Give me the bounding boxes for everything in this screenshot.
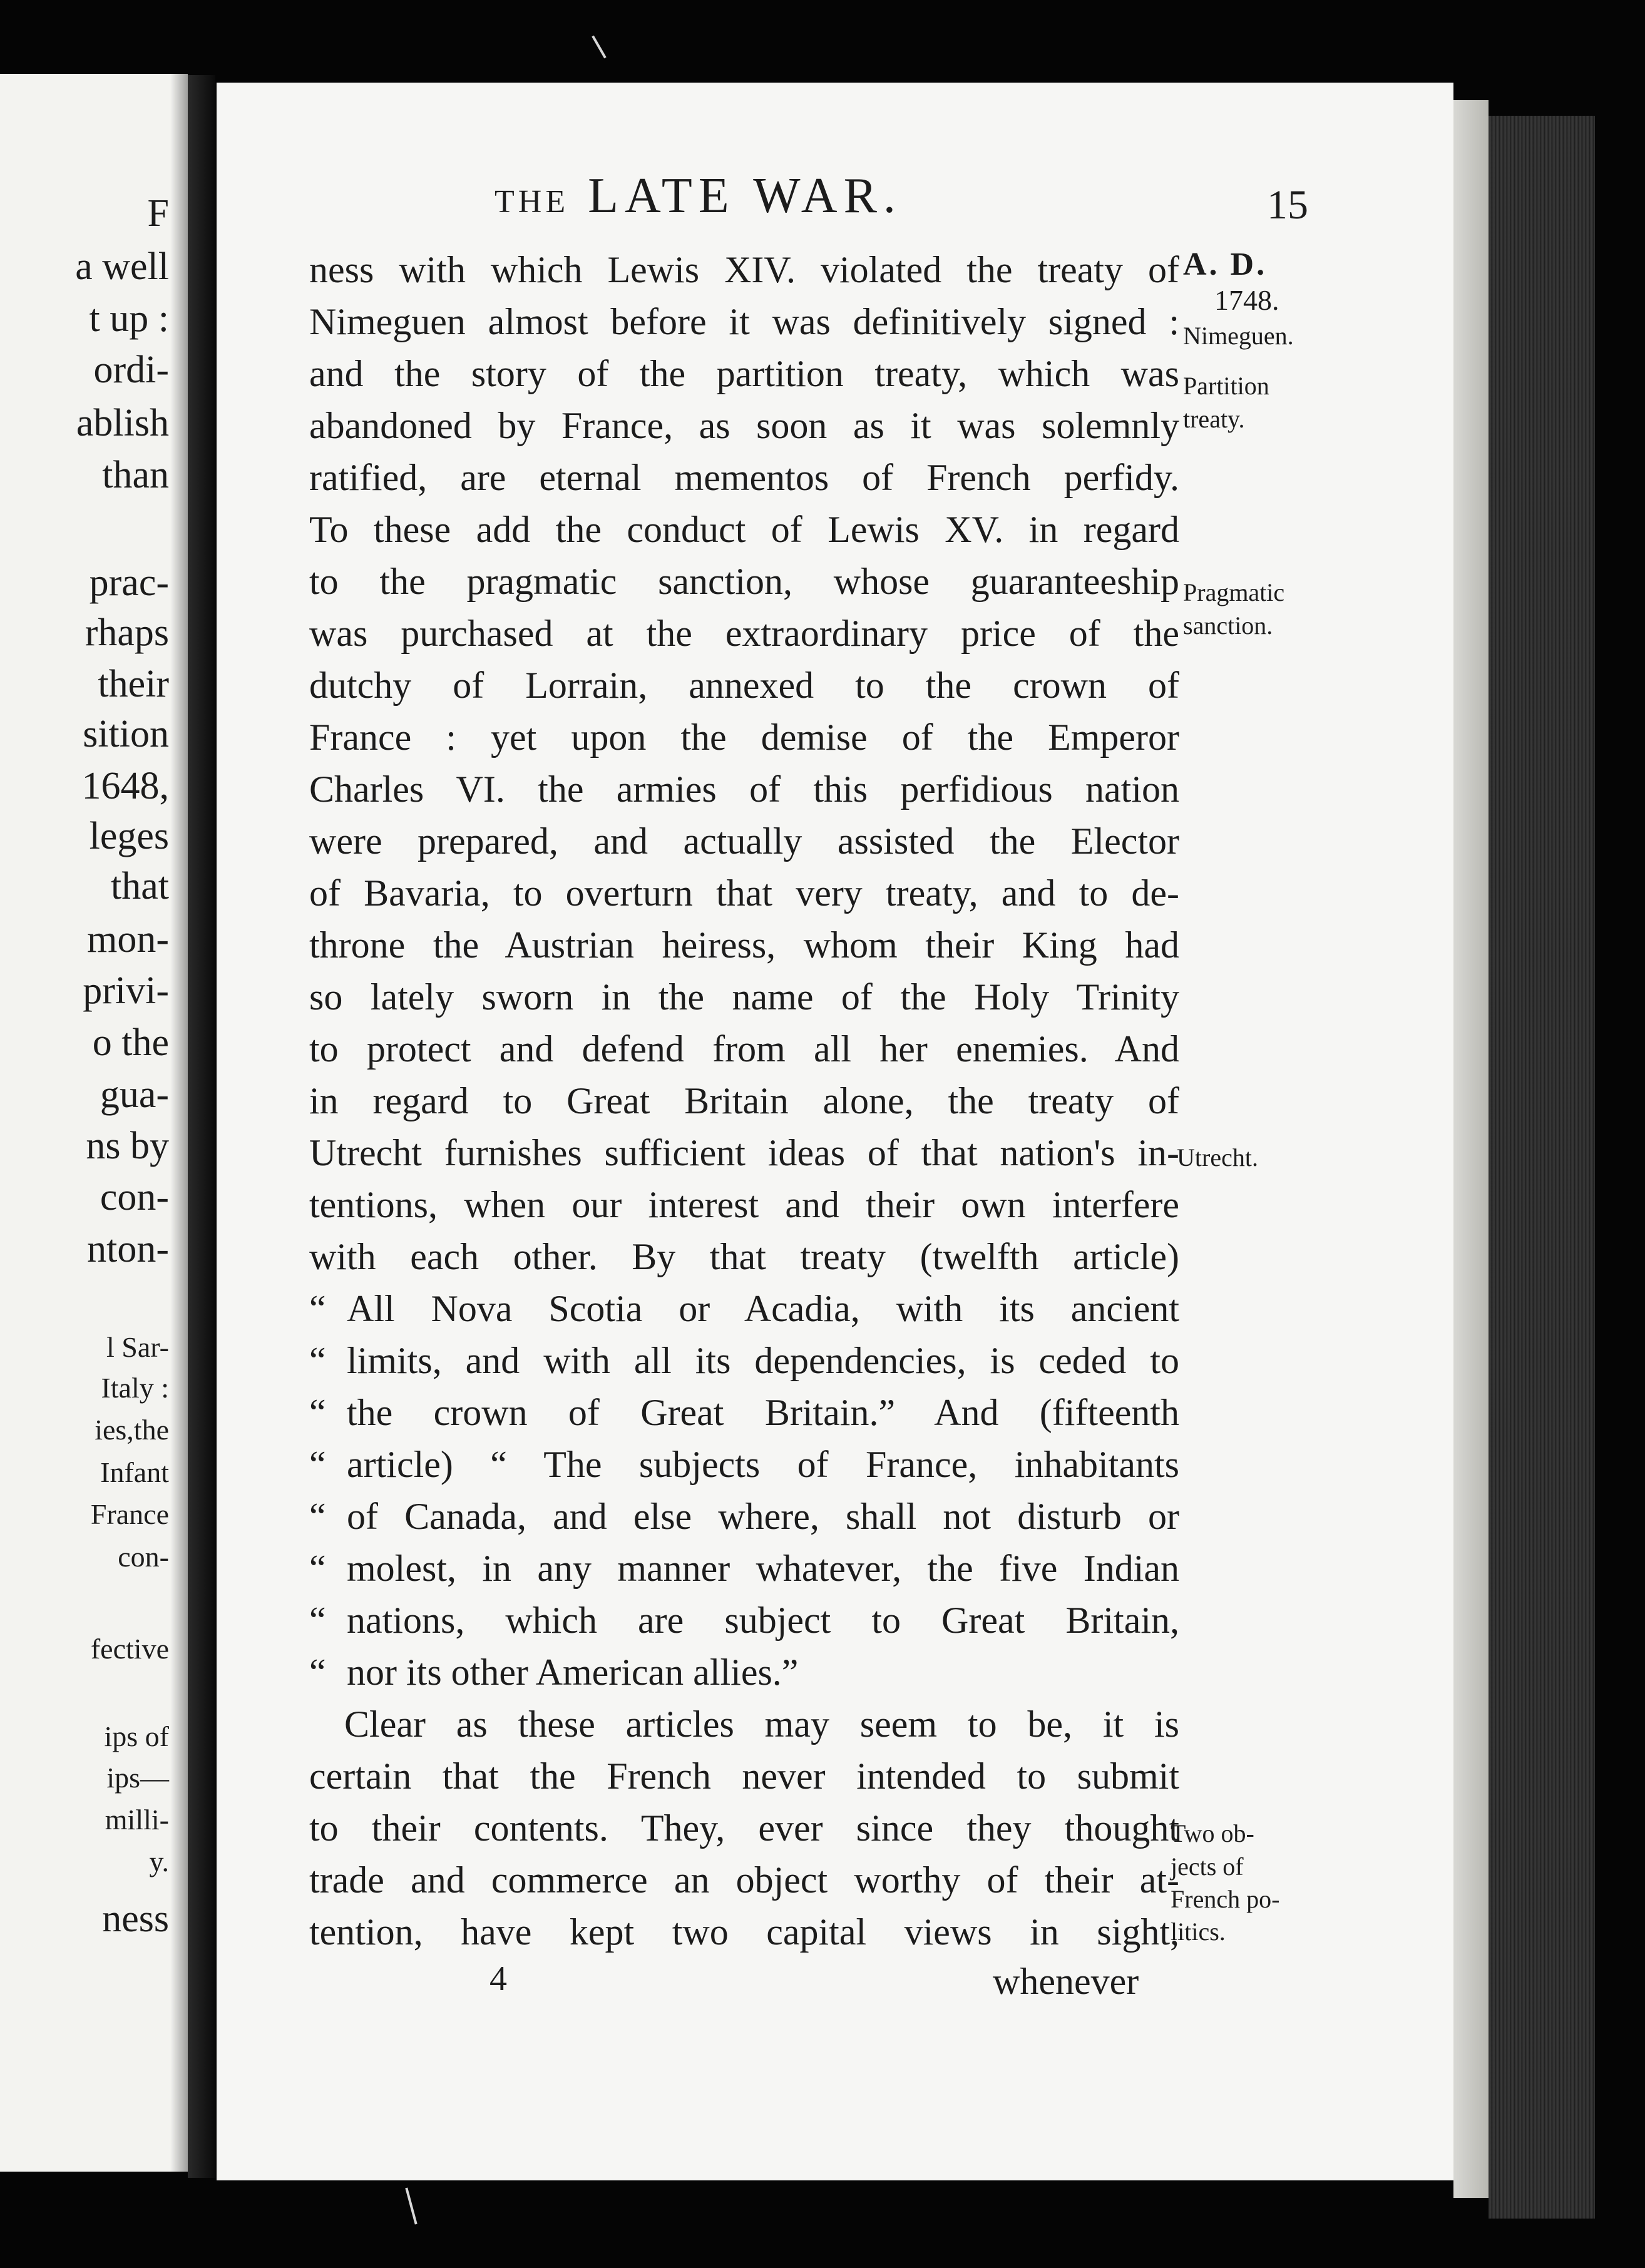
marginal-note: Nimeguen.: [1183, 322, 1294, 350]
facing-page-line: t up :: [89, 297, 169, 340]
facing-page-line: mon-: [87, 918, 169, 961]
marginal-note: treaty.: [1183, 405, 1245, 433]
marginal-note: litics.: [1171, 1918, 1226, 1946]
body-line-text: Utrecht furnishes sufficient ideas of that nation's in-: [309, 1132, 1179, 1173]
body-line: [309, 1750, 1179, 1802]
body-line-text: so lately sworn in the name of the Holy Trinity: [309, 976, 1179, 1018]
body-line: [309, 1491, 1179, 1543]
facing-page-line: privi-: [83, 969, 169, 1012]
body-line-text: ness with which Lewis XIV. violated the treaty of: [309, 249, 1179, 290]
book-gutter: [188, 75, 215, 2178]
catchword: whenever: [993, 1961, 1139, 2002]
facing-page-line: sition: [83, 713, 169, 755]
body-line-text: tentions, when our interest and their own interfere: [309, 1184, 1179, 1225]
scan-scratch: [405, 2188, 417, 2225]
body-line: [309, 1075, 1179, 1127]
body-line-text: France : yet upon the demise of the Emperor: [309, 717, 1179, 758]
body-line-text: dutchy of Lorrain, annexed to the crown of: [309, 665, 1179, 706]
body-line-text: was purchased at the extraordinary price of the: [309, 613, 1179, 654]
body-line: [309, 1023, 1179, 1075]
facing-page-line: ness: [102, 1898, 169, 1940]
body-line: [309, 244, 1179, 296]
facing-page-line: ies,the: [95, 1414, 169, 1446]
body-line: [309, 1179, 1179, 1231]
marginal-note: jects of: [1171, 1852, 1244, 1881]
running-head-title: LATE WAR.: [588, 168, 902, 223]
body-line: [309, 764, 1179, 815]
body-line-text: throne the Austrian heiress, whom their King had: [309, 924, 1179, 966]
facing-page-line: ordi-: [93, 349, 169, 391]
body-line: [309, 712, 1179, 764]
facing-page-line: rhaps: [85, 611, 169, 654]
body-line: [309, 867, 1179, 919]
body-line: [309, 1283, 1179, 1335]
body-line-text: with each other. By that treaty (twelfth article): [309, 1236, 1179, 1277]
page-shadow: [170, 74, 188, 2172]
marginal-note: sanction.: [1183, 611, 1273, 640]
facing-page-line: gua-: [100, 1073, 169, 1116]
body-line-text: article) “ The subjects of France, inhabitants: [347, 1444, 1179, 1485]
facing-page-line: fective: [90, 1633, 169, 1665]
body-line-text: to the pragmatic sanction, whose guaranteeship: [309, 561, 1179, 602]
body-line: [309, 400, 1179, 452]
facing-page-line: y.: [149, 1846, 169, 1877]
body-line-text: To these add the conduct of Lewis XV. in regard: [309, 509, 1179, 550]
facing-page-line: o the: [92, 1021, 169, 1064]
marginal-note: Partition: [1183, 372, 1269, 400]
body-line-text: limits, and with all its dependencies, is ceded to: [347, 1340, 1179, 1381]
facing-page-line: a well: [75, 245, 169, 288]
body-line: [309, 608, 1179, 660]
body-line-text: Nimeguen almost before it was definitively signed :: [309, 301, 1179, 342]
facing-page-line: con-: [100, 1176, 169, 1218]
body-line: [309, 1439, 1179, 1491]
scan-scratch: [592, 36, 606, 59]
body-text: [309, 244, 1179, 1958]
facing-page-line: Infant: [100, 1456, 169, 1488]
body-line: [309, 660, 1179, 712]
marginal-note: 1748.: [1214, 284, 1279, 316]
body-line: [309, 452, 1179, 504]
quotation-mark: “: [309, 1652, 326, 1693]
body-line-text: to their contents. They, ever since they thought: [309, 1807, 1179, 1849]
facing-page-line: 1648,: [81, 765, 169, 807]
body-line-text: tention, have kept two capital views in sight,: [309, 1911, 1179, 1953]
body-line: [309, 504, 1179, 556]
body-line: [309, 815, 1179, 867]
facing-page-line: l Sar-: [106, 1331, 169, 1363]
facing-page-line: F: [147, 192, 169, 235]
facing-page-left: [0, 74, 188, 2172]
facing-page-line: that: [111, 865, 169, 907]
marginal-note: A. D.: [1183, 247, 1268, 282]
signature-mark: 4: [489, 1959, 507, 1998]
body-line: [309, 1698, 1179, 1750]
body-line-text: nor its other American allies.”: [347, 1652, 799, 1693]
facing-page-line: ns by: [86, 1125, 169, 1167]
running-head-the: THE: [495, 184, 570, 220]
body-line: [309, 1647, 1179, 1698]
facing-page-line: nton-: [87, 1228, 169, 1270]
body-line-text: certain that the French never intended to submit: [309, 1755, 1179, 1797]
quotation-mark: “: [309, 1600, 326, 1641]
facing-page-line: ips of: [104, 1720, 169, 1752]
facing-page-line: con-: [118, 1541, 169, 1573]
body-line: [309, 1387, 1179, 1439]
body-line-text: ratified, are eternal mementos of French perfidy.: [309, 457, 1179, 498]
body-line-text: to protect and defend from all her enemies. And: [309, 1028, 1179, 1070]
body-line: [309, 348, 1179, 400]
body-line-text: trade and commerce an object worthy of their at-: [309, 1859, 1179, 1901]
marginal-note: French po-: [1171, 1885, 1280, 1913]
facing-page-line: their: [98, 663, 169, 705]
quotation-mark: “: [309, 1392, 326, 1433]
body-line-text: the crown of Great Britain.” And (fifteenth: [347, 1392, 1179, 1433]
quotation-mark: “: [309, 1496, 326, 1537]
facing-page-line: ips—: [106, 1762, 169, 1794]
marginal-note: Utrecht.: [1177, 1143, 1258, 1172]
marginal-note: Pragmatic: [1183, 578, 1285, 606]
running-head: [495, 168, 902, 225]
marginal-note: Two ob-: [1171, 1819, 1254, 1847]
body-line: [309, 971, 1179, 1023]
facing-page-line: leges: [89, 815, 169, 857]
body-line: [309, 296, 1179, 348]
body-line-text: nations, which are subject to Great Britain,: [347, 1600, 1179, 1641]
body-line-text: and the story of the partition treaty, which was: [309, 353, 1179, 394]
facing-page-line: milli-: [105, 1804, 169, 1836]
book-edge: [1489, 116, 1595, 2219]
quotation-mark: “: [309, 1548, 326, 1589]
body-line-text: were prepared, and actually assisted the Elector: [309, 820, 1179, 862]
body-line: [309, 1231, 1179, 1283]
quotation-mark: “: [309, 1340, 326, 1381]
page-edge: [1453, 100, 1489, 2198]
quotation-mark: “: [309, 1288, 326, 1329]
body-line-text: abandoned by France, as soon as it was solemnly: [309, 405, 1179, 446]
facing-page-line: France: [90, 1498, 169, 1530]
facing-page-line: Italy :: [101, 1372, 169, 1404]
body-line: [309, 1127, 1179, 1179]
body-line-text: of Canada, and else where, shall not disturb or: [347, 1496, 1179, 1537]
body-line: [309, 1595, 1179, 1647]
body-line-text: of Bavaria, to overturn that very treaty, and to de-: [309, 872, 1179, 914]
body-line: [309, 556, 1179, 608]
body-line: [309, 1335, 1179, 1387]
facing-page-line: prac-: [89, 561, 169, 604]
facing-page-line: ablish: [76, 402, 169, 444]
body-line: [309, 919, 1179, 971]
body-line-text: Clear as these articles may seem to be, it is: [344, 1704, 1179, 1745]
body-line-text: Charles VI. the armies of this perfidious nation: [309, 769, 1179, 810]
body-line: [309, 1802, 1179, 1854]
body-line: [309, 1543, 1179, 1595]
quotation-mark: “: [309, 1444, 326, 1485]
body-line-text: in regard to Great Britain alone, the treaty of: [309, 1080, 1179, 1121]
body-line-text: molest, in any manner whatever, the five Indian: [347, 1548, 1179, 1589]
body-line: [309, 1906, 1179, 1958]
body-line-text: All Nova Scotia or Acadia, with its ancient: [347, 1288, 1179, 1329]
body-line: [309, 1854, 1179, 1906]
facing-page-line: than: [102, 454, 169, 496]
page-number: 15: [1267, 182, 1308, 228]
